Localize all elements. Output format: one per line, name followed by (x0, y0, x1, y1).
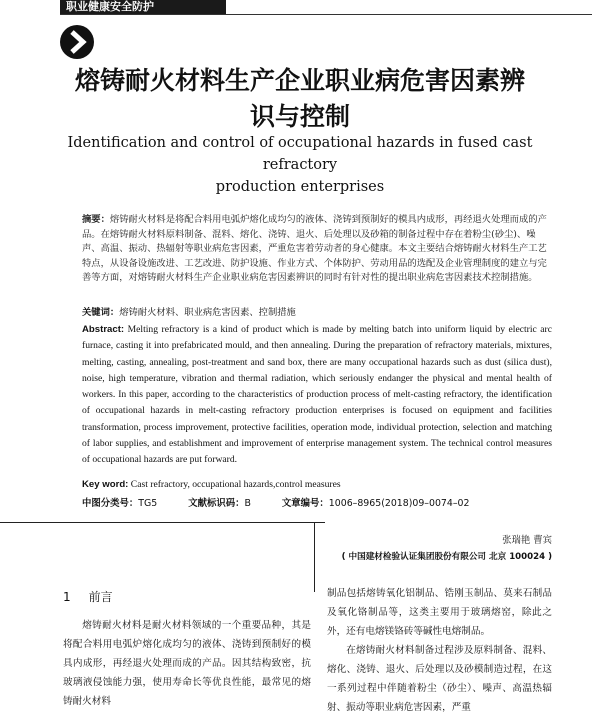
doc-label: 文献标识码： (188, 498, 245, 509)
document-code (188, 498, 265, 509)
section-heading (63, 588, 113, 605)
title-cn-line1: 熔铸耐火材料生产企业职业病危害因素辨 (74, 66, 525, 95)
article-value: 1006–8965(2018)09–0074–02 (328, 498, 470, 509)
title-en-line1: Identification and control of occupational hazards in fused cast refractory (67, 135, 533, 173)
body-paragraph: 在熔铸耐火材料制备过程涉及原料制备、混料、熔化、浇铸、退火、后处理以及砂模制造过程，在这一系列过程中伴随着粉尘（砂尘）、噪声、高温热辐射、振动等职业病危害因素，严重 (327, 645, 552, 713)
title-cn-line2: 识与控制 (249, 102, 350, 131)
body-column-left (63, 616, 311, 711)
divider-vertical (314, 522, 315, 592)
abstract-en-text: Melting refractory is a kind of product which is made by melting batch into uniform liquid by electric arc furnace, casting it into prefabricated mould, and then annealing. During the preparation of refractory materials, mixtures, melting, casting, annealing, post-treatment and sand box, there are many occupational hazards such as dust (silica dust), noise, high temperature, vibration and thermal radiation, which seriously endanger the physical and mental health of workers. In this paper, according to the characteristics of production process of melt-casting refractory, the identification of occupational hazards in melt-casting refractory production enterprises is focused on equipment and facilities transformation, process improvement, protective facilities, operation mode, individual protection, selection and matching of labor supplies, and establishment and improvement of enterprise management system. The technical control measures of occupational hazards are put forward. (82, 324, 552, 466)
header-rule (60, 14, 592, 15)
classification-line (82, 495, 552, 509)
body-paragraph: 熔铸耐火材料是耐火材料领域的一个重要品种，其是将配合料用电弧炉熔化成均匀的液体、浇铸到预制好的模具内成形，再经退火处理而成的产品。因其结构致密，抗玻璃液侵蚀能力强，使用寿命长等优良性能，最常见的熔铸耐火材料 (63, 620, 311, 707)
keywords-en-text: Cast refractory, occupational hazards,control measures (130, 479, 341, 490)
divider-horizontal (0, 522, 325, 523)
abstract-cn-text: 熔铸耐火材料是将配合料用电弧炉熔化成均匀的液体、浇铸到预制好的模具内成形，再经退火处理而成的产品。在熔铸耐火材料原料制备、混料、熔化、浇铸、退火、后处理以及砂箱的制备过程中存在着粉尘(砂尘)、噪声、高温、振动、热辐射等职业病危害因素，严重危害着劳动者的身心健康。本文主要结合熔铸耐火材料生产工艺特点，从设备设施改进、工艺改进、防护设施、作业方式、个体防护、劳动用品的选配及企业管理制度的建立与完善等方面，对熔铸耐火材料生产企业职业病危害因素辨识的同时有针对性的提出职业病危害因素技术控制措施。 (82, 214, 547, 284)
authors: 张瑞艳 曹宾 (502, 535, 552, 546)
body-paragraph: 制品包括熔铸氧化铝制品、锆刚玉制品、莫来石制品及氧化铬制品等，这类主要用于玻璃熔窑，除此之外，还有电熔镁铬砖等碱性电熔制品。 (327, 588, 552, 637)
section-number: 1 (63, 590, 71, 604)
abstract-en (82, 322, 552, 469)
article-label: 文章编号： (281, 498, 329, 509)
title-en (60, 132, 540, 198)
clc-number (82, 498, 171, 509)
abstract-en-label: Abstract: (82, 324, 125, 335)
keywords-cn-label: 关键词： (82, 307, 120, 318)
keywords-cn (82, 306, 550, 320)
clc-label: 中图分类号： (82, 498, 139, 509)
title-en-line2: production enterprises (215, 179, 385, 195)
keywords-cn-text: 熔铸耐火材料、职业病危害因素、控制措施 (119, 307, 296, 318)
abstract-cn (82, 213, 550, 286)
keywords-en-label: Key word: (82, 479, 129, 490)
abstract-cn-label: 摘要： (82, 214, 110, 225)
affiliation: ( 中国建材检验认证集团股份有限公司 北京 100024 ) (341, 552, 552, 562)
section-title: 前言 (88, 590, 113, 604)
article-number (282, 498, 484, 509)
body-column-right (327, 584, 552, 717)
clc-value: TG5 (138, 498, 158, 509)
keywords-en (82, 479, 552, 490)
arrow-right-icon (59, 24, 95, 60)
doc-value: B (244, 498, 251, 509)
section-label: 职业健康安全防护 (60, 0, 226, 14)
